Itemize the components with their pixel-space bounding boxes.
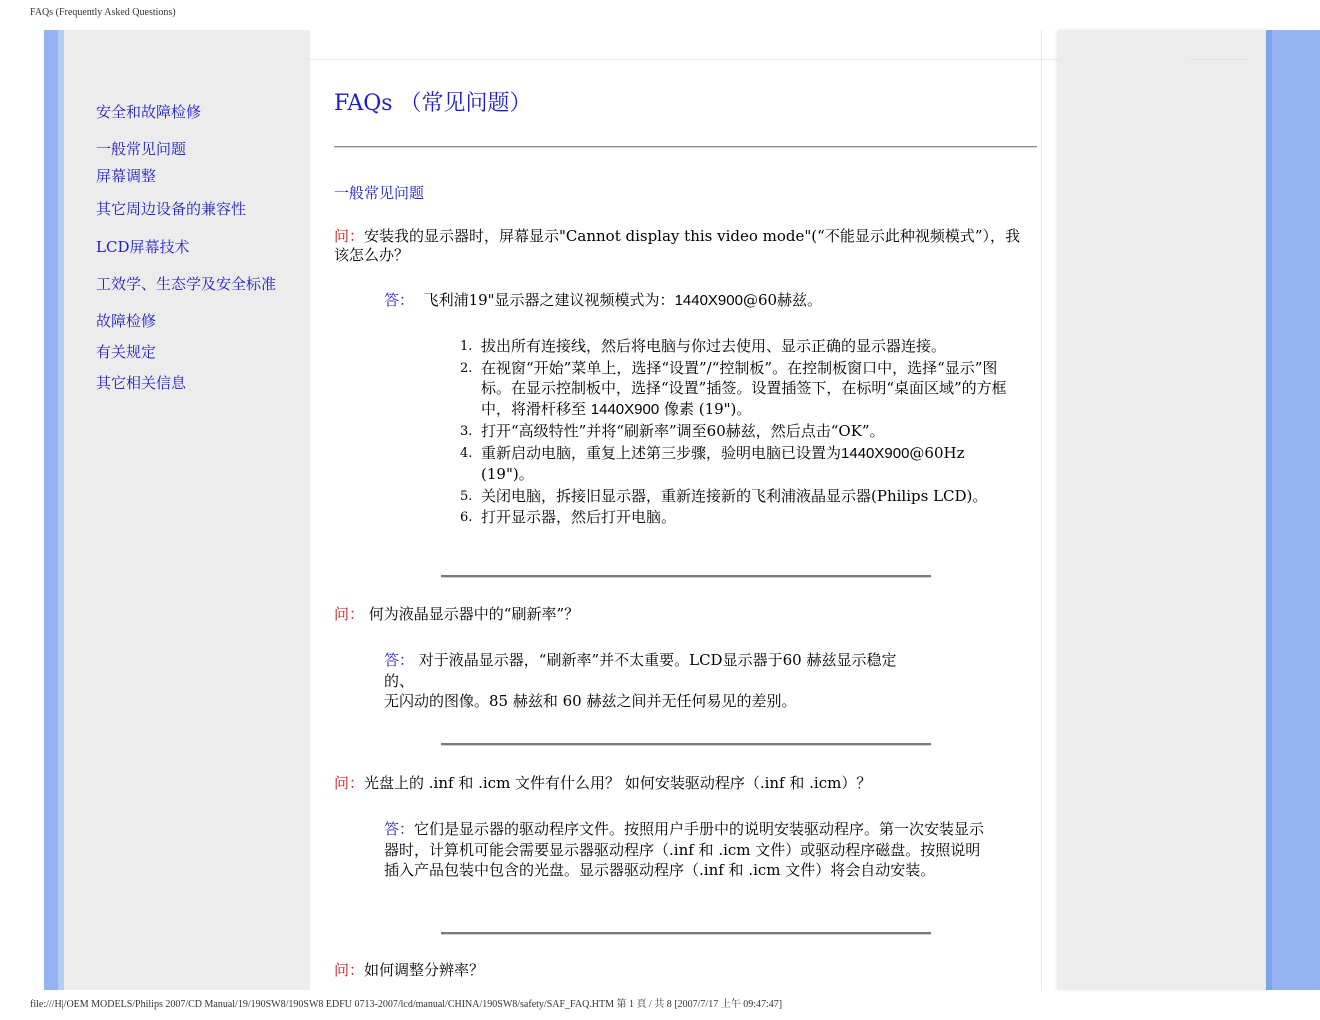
sidebar-item-general-faq[interactable]: 一般常见问题 [96, 140, 187, 158]
question-mark-label: 问： [334, 961, 365, 979]
list-item [460, 336, 1020, 357]
faq-separator [441, 575, 931, 578]
print-header: FAQs (Frequently Asked Questions) [30, 7, 176, 18]
sidebar-item-lcd-technology[interactable]: LCD屏幕技术 [96, 238, 190, 256]
step-number: 4. [460, 445, 473, 461]
question-mark-label: 问： [334, 227, 365, 245]
list-item [460, 358, 1020, 421]
step-text: 关闭电脑，拆接旧显示器，重新连接新的飞利浦液晶显示器(Philips LCD)。 [481, 486, 988, 505]
answer-text: 飞利浦19"显示器之建议视频模式为： [423, 291, 675, 309]
faq-question [334, 961, 1034, 980]
faq-question [334, 605, 1034, 624]
faq-question [334, 227, 1034, 265]
page-title: FAQs （常见问题） [334, 91, 532, 116]
sidebar-item-troubleshooting[interactable]: 故障检修 [96, 312, 157, 330]
list-item [460, 443, 1020, 485]
answer-text: 它们是显示器的驱动程序文件。按照用户手册中的说明安装驱动程序。第一次安装显示器时，计算机可能会需要显示器驱动程序（.inf 和 .icm 文件）或驱动程序磁盘。按照说明插入产品包装中包含的光盘。显示器驱动程序（.inf 和 .icm 文件）将会自动安装。 [384, 820, 985, 879]
faq-answer [384, 290, 822, 312]
question-text: 如何调整分辨率？ [364, 961, 485, 979]
answer-text: 对于液晶显示器，“刷新率”并不太重要。LCD显示器于60 赫兹显示稳定 [414, 651, 897, 669]
steps-list [460, 336, 1020, 529]
question-mark-label: 问： [334, 774, 365, 792]
right-frame-bar [1266, 30, 1320, 990]
right-panel [1058, 30, 1268, 990]
sidebar-item-screen-adjustment[interactable]: 屏幕调整 [96, 167, 157, 185]
step-number: 1. [460, 339, 473, 354]
top-divider [64, 59, 1060, 60]
sidebar-item-ergonomics-standards[interactable]: 工效学、生态学及安全标准 [96, 275, 277, 293]
print-footer: file:///H|/OEM MODELS/Philips 2007/CD Manual/19/190SW8/190SW8 EDFU 0713-2007/lcd/manual/CHINA/190SW8/safety/SAF_FAQ.HTM 第 1 頁 / 共 8 [2007/7/17 上午 09:47:47] [30, 999, 783, 1010]
content-right-border [1041, 30, 1042, 990]
step-number: 5. [460, 488, 473, 504]
answer-mark-label: 答： [384, 291, 415, 309]
step-number: 3. [460, 424, 473, 439]
step-text: 在视窗“开始”菜单上，选择“设置”/“控制板”。在控制板窗口中，选择“显示”图标。在显示控制板中，选择“设置”插签。设置插签下，在标明“桌面区域”的方框中，将滑杆移至 [481, 358, 1007, 418]
question-mark-label: 问： [334, 605, 365, 623]
step-number: 2. [460, 360, 473, 376]
faq-separator [441, 932, 931, 935]
resolution-value: 1440X900 [841, 444, 910, 462]
sidebar-item-peripheral-compatibility[interactable]: 其它周边设备的兼容性 [96, 200, 247, 218]
question-text: 何为液晶显示器中的“刷新率”？ [364, 605, 580, 623]
list-item [460, 507, 1020, 528]
sidebar-item-other-info[interactable]: 其它相关信息 [96, 374, 187, 392]
title-rule [334, 146, 1037, 148]
right-frame-inner-bar [1266, 30, 1272, 990]
step-text-suffix: @60Hz (19")。 [481, 443, 965, 483]
question-text: 安装我的显示器时，屏幕显示"Cannot display this video mode"(“不能显示此种视频模式”），我该怎么办？ [334, 227, 1020, 264]
faq-separator [441, 743, 931, 746]
step-number: 6. [460, 510, 473, 525]
sidebar-item-regulatory[interactable]: 有关规定 [96, 343, 157, 361]
question-text: 光盘上的 .inf 和 .icm 文件有什么用？ 如何安装驱动程序（.inf 和 .icm）？ [364, 774, 872, 792]
answer-text-suffix: @60赫兹。 [742, 291, 823, 309]
faq-question [334, 774, 1034, 793]
faq-answer [384, 650, 984, 712]
step-text: 重新启动电脑，重复上述第三步骤，验明电脑已设置为 [481, 443, 842, 462]
section-heading: 一般常见问题 [334, 184, 425, 202]
answer-mark-label: 答： [384, 820, 415, 838]
step-text: 打开显示器，然后打开电脑。 [481, 508, 677, 526]
list-item [460, 421, 1020, 442]
right-panel-divider [1188, 59, 1250, 60]
step-text: 打开“高级特性”并将“刷新率”调至60赫兹，然后点击“OK”。 [481, 422, 885, 440]
step-text-suffix: 像素 (19")。 [659, 399, 752, 418]
resolution-value: 1440X900 [590, 400, 660, 418]
answer-mark-label: 答： [384, 651, 415, 669]
list-item [460, 486, 1020, 507]
answer-text-line: 的、 [384, 671, 415, 690]
answer-text-line: 无闪动的图像。85 赫兹和 60 赫兹之间并无任何易见的差别。 [384, 692, 797, 710]
step-text: 拔出所有连接线，然后将电脑与你过去使用、显示正确的显示器连接。 [481, 337, 947, 355]
faq-answer [384, 819, 989, 881]
video-mode-value: 1440X900 [674, 292, 743, 309]
sidebar-item-safety-troubleshooting[interactable]: 安全和故障检修 [96, 103, 202, 121]
